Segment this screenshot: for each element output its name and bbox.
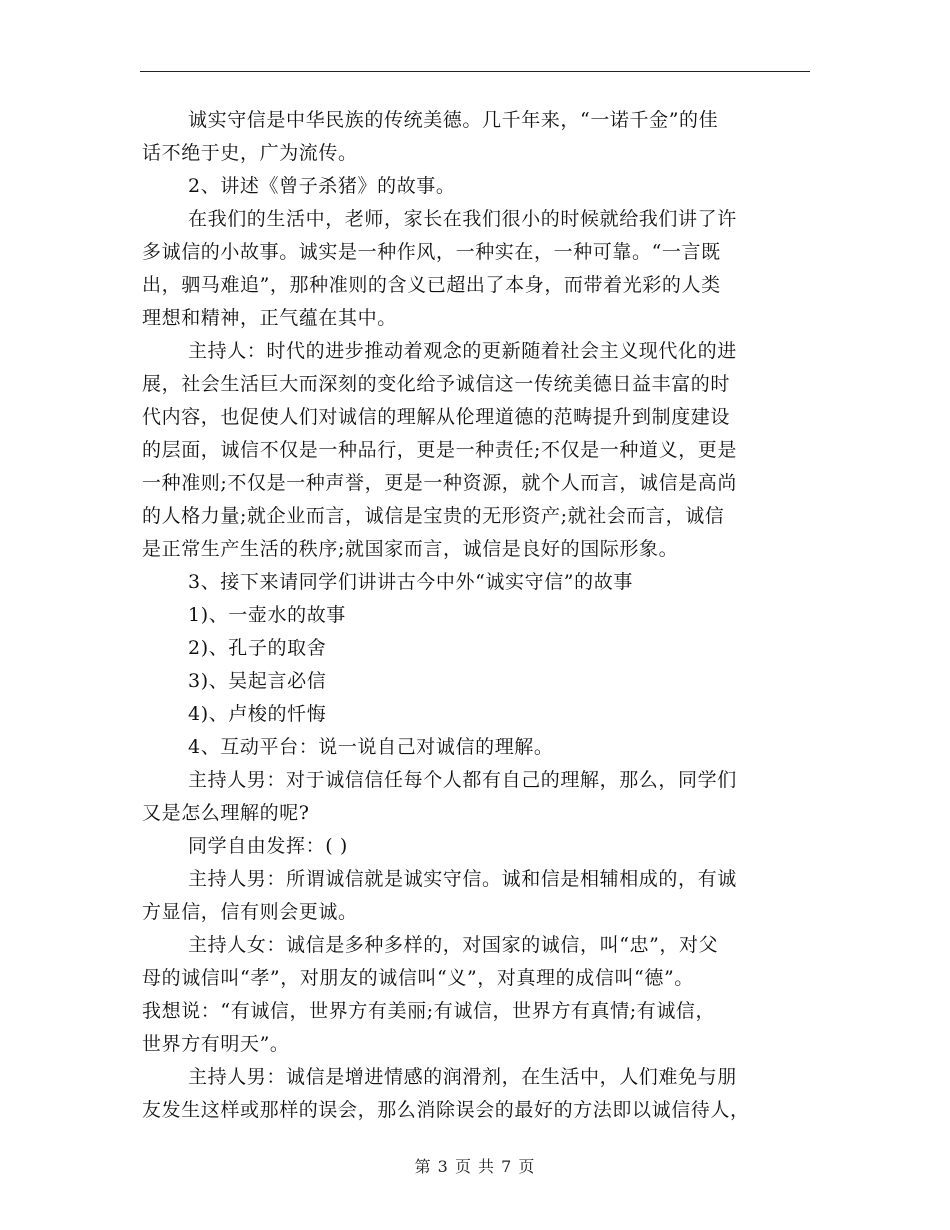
text-line: 又是怎么理解的呢? — [142, 802, 310, 824]
text-line: 3)、吴起言必信 — [188, 670, 327, 692]
text-line: 我想说：“有诚信，世界方有美丽;有诚信，世界方有真情;有诚信， — [142, 1000, 716, 1022]
text-line: 4、互动平台：说一说自己对诚信的理解。 — [188, 736, 554, 758]
text-line: 世界方有明天”。 — [142, 1033, 290, 1055]
text-line: 出，驷马难追”，那种准则的含义已超出了本身，而带着光彩的人类 — [142, 274, 721, 296]
paragraph — [142, 632, 806, 665]
header-rule — [140, 71, 810, 72]
paragraph — [142, 203, 806, 335]
text-line: 多诚信的小故事。诚实是一种作风，一种实在，一种可靠。“一言既 — [142, 241, 721, 263]
paragraph — [142, 731, 806, 764]
text-line: 3、接下来请同学们讲讲古今中外“诚实守信”的故事 — [188, 571, 633, 593]
text-line: 的层面，诚信不仅是一种品行，更是一种责任;不仅是一种道义，更是 — [142, 439, 738, 461]
paragraph — [142, 698, 806, 731]
text-line: 诚实守信是中华民族的传统美德。几千年来，“一诺千金”的佳 — [188, 109, 719, 131]
text-line: 代内容，也促使人们对诚信的理解从伦理道德的范畴提升到制度建设 — [142, 406, 731, 428]
paragraph — [142, 566, 806, 599]
paragraph — [142, 599, 806, 632]
paragraph — [142, 665, 806, 698]
text-line: 同学自由发挥：( ) — [188, 835, 348, 857]
paragraph — [142, 170, 806, 203]
paragraph — [142, 335, 806, 566]
document-body — [142, 104, 806, 1127]
text-line: 在我们的生活中，老师，家长在我们很小的时候就给我们讲了许 — [188, 208, 737, 230]
text-line: 2)、孔子的取舍 — [188, 637, 327, 659]
paragraph — [142, 104, 806, 170]
text-line: 理想和精神，正气蕴在其中。 — [142, 307, 397, 329]
text-line: 一种准则;不仅是一种声誉，更是一种资源，就个人而言，诚信是高尚 — [142, 472, 738, 494]
text-line: 1)、一壶水的故事 — [188, 604, 346, 626]
text-line: 的人格力量;就企业而言，诚信是宝贵的无形资产;就社会而言，诚信 — [142, 505, 725, 527]
text-line: 2、讲述《曾子杀猪》的故事。 — [188, 175, 456, 197]
text-line: 4)、卢梭的忏悔 — [188, 703, 327, 725]
text-line: 展，社会生活巨大而深刻的变化给予诚信这一传统美德日益丰富的时 — [142, 373, 731, 395]
paragraph — [142, 863, 806, 929]
text-line: 主持人：时代的进步推动着观念的更新随着社会主义现代化的进 — [188, 340, 737, 362]
text-line: 主持人男：对于诚信信任每个人都有自己的理解，那么，同学们 — [188, 769, 737, 791]
page-number: 第 3 页 共 7 页 — [414, 1157, 536, 1176]
text-line: 话不绝于史，广为流传。 — [142, 142, 358, 164]
text-line: 主持人男：所谓诚信就是诚实守信。诚和信是相辅相成的，有诚 — [188, 868, 737, 890]
text-line: 友发生这样或那样的误会，那么消除误会的最好的方法即以诚信待人， — [142, 1099, 750, 1121]
text-line: 主持人男：诚信是增进情感的润滑剂，在生活中，人们难免与朋 — [188, 1066, 737, 1088]
paragraph — [142, 830, 806, 863]
text-line: 主持人女：诚信是多种多样的，对国家的诚信，叫“忠”，对父 — [188, 934, 719, 956]
text-line: 是正常生产生活的秩序;就国家而言，诚信是良好的国际形象。 — [142, 538, 679, 560]
text-line: 母的诚信叫“孝”，对朋友的诚信叫“义”，对真理的成信叫“德”。 — [142, 967, 694, 989]
paragraph — [142, 1061, 806, 1127]
paragraph — [142, 764, 806, 830]
text-line: 方显信，信有则会更诚。 — [142, 901, 358, 923]
paragraph — [142, 929, 806, 1061]
